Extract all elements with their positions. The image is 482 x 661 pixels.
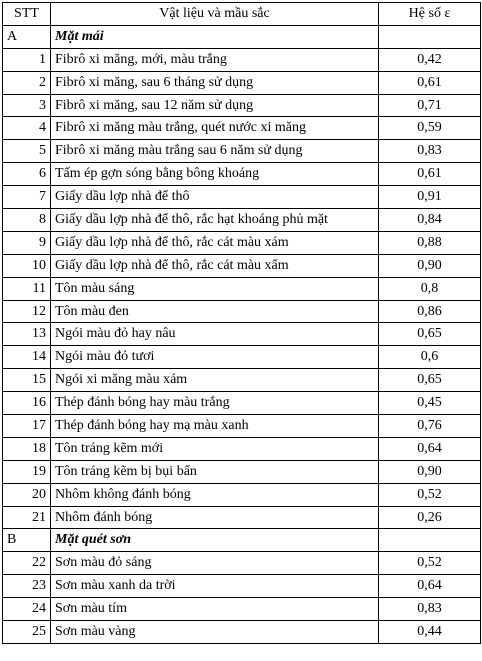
row-material: Tôn màu đen <box>51 300 379 323</box>
row-coef: 0,64 <box>379 437 481 460</box>
row-stt: 17 <box>3 415 51 438</box>
row-stt: 21 <box>3 506 51 529</box>
row-material: Giấy dầu lợp nhà để thô, rắc cát màu xẩm <box>51 254 379 277</box>
table-row <box>3 369 481 392</box>
row-material: Thép đánh bóng hay màu trắng <box>51 392 379 415</box>
row-material: Tôn tráng kẽm bị bụi bẩn <box>51 460 379 483</box>
section-title: Mặt quét sơn <box>51 529 379 552</box>
row-stt: 8 <box>3 209 51 232</box>
row-material: Sơn màu đỏ sáng <box>51 552 379 575</box>
row-stt: 24 <box>3 598 51 621</box>
table-row <box>3 163 481 186</box>
row-coef: 0,86 <box>379 300 481 323</box>
row-coef: 0,61 <box>379 71 481 94</box>
row-material: Fibrô xi măng, sau 6 tháng sử dụng <box>51 71 379 94</box>
row-coef: 0,65 <box>379 369 481 392</box>
section-empty-cell <box>379 25 481 48</box>
table-row <box>3 415 481 438</box>
row-stt: 16 <box>3 392 51 415</box>
table-row <box>3 209 481 232</box>
row-coef: 0,83 <box>379 598 481 621</box>
table-row <box>3 140 481 163</box>
table-row <box>3 117 481 140</box>
header-material: Vật liệu và mầu sắc <box>51 3 379 26</box>
row-stt: 1 <box>3 48 51 71</box>
row-stt: 22 <box>3 552 51 575</box>
row-stt: 19 <box>3 460 51 483</box>
section-id: A <box>3 25 51 48</box>
row-coef: 0,45 <box>379 392 481 415</box>
row-coef: 0,88 <box>379 231 481 254</box>
table-row <box>3 186 481 209</box>
table-row <box>3 483 481 506</box>
row-stt: 9 <box>3 231 51 254</box>
row-coef: 0,90 <box>379 254 481 277</box>
table-row <box>3 48 481 71</box>
row-coef: 0,90 <box>379 460 481 483</box>
section-empty-cell <box>379 529 481 552</box>
row-stt: 7 <box>3 186 51 209</box>
row-stt: 25 <box>3 621 51 644</box>
row-material: Tôn tráng kẽm mới <box>51 437 379 460</box>
table-row <box>3 323 481 346</box>
row-material: Sơn màu tím <box>51 598 379 621</box>
section-title: Mặt mái <box>51 25 379 48</box>
row-material: Tôn màu sáng <box>51 277 379 300</box>
row-material: Nhôm đánh bóng <box>51 506 379 529</box>
row-stt: 18 <box>3 437 51 460</box>
row-stt: 3 <box>3 94 51 117</box>
row-stt: 11 <box>3 277 51 300</box>
table-row <box>3 621 481 644</box>
table-body <box>3 25 481 643</box>
row-coef: 0,8 <box>379 277 481 300</box>
row-coef: 0,52 <box>379 483 481 506</box>
section-id: B <box>3 529 51 552</box>
row-coef: 0,61 <box>379 163 481 186</box>
table-row <box>3 254 481 277</box>
row-stt: 14 <box>3 346 51 369</box>
row-material: Fibrô xi măng, mới, màu trắng <box>51 48 379 71</box>
row-coef: 0,42 <box>379 48 481 71</box>
table-row <box>3 346 481 369</box>
row-coef: 0,44 <box>379 621 481 644</box>
row-stt: 5 <box>3 140 51 163</box>
table-row <box>3 598 481 621</box>
table-row <box>3 460 481 483</box>
row-coef: 0,84 <box>379 209 481 232</box>
row-coef: 0,6 <box>379 346 481 369</box>
row-coef: 0,52 <box>379 552 481 575</box>
table-row <box>3 300 481 323</box>
row-stt: 20 <box>3 483 51 506</box>
table-row <box>3 71 481 94</box>
table-row <box>3 437 481 460</box>
row-coef: 0,76 <box>379 415 481 438</box>
row-material: Fibrô xi măng màu trắng, quét nước xi măng <box>51 117 379 140</box>
row-material: Tấm ép gợn sóng bằng bông khoáng <box>51 163 379 186</box>
row-coef: 0,83 <box>379 140 481 163</box>
row-material: Ngói màu đỏ hay nâu <box>51 323 379 346</box>
table-row <box>3 231 481 254</box>
row-stt: 6 <box>3 163 51 186</box>
row-material: Ngói xi măng màu xám <box>51 369 379 392</box>
row-coef: 0,65 <box>379 323 481 346</box>
row-stt: 4 <box>3 117 51 140</box>
row-material: Thép đánh bóng hay mạ màu xanh <box>51 415 379 438</box>
row-stt: 15 <box>3 369 51 392</box>
row-material: Sơn màu xanh da trời <box>51 575 379 598</box>
row-coef: 0,59 <box>379 117 481 140</box>
row-material: Fibrô xi măng màu trắng sau 6 năm sử dụng <box>51 140 379 163</box>
table-row <box>3 94 481 117</box>
section-row <box>3 529 481 552</box>
table-row <box>3 277 481 300</box>
table-row <box>3 506 481 529</box>
row-coef: 0,71 <box>379 94 481 117</box>
row-stt: 12 <box>3 300 51 323</box>
row-material: Fibrô xi măng, sau 12 năm sử dụng <box>51 94 379 117</box>
row-material: Ngói màu đỏ tươi <box>51 346 379 369</box>
table-row <box>3 575 481 598</box>
row-stt: 10 <box>3 254 51 277</box>
row-material: Giấy dầu lợp nhà để thô, rắc hạt khoáng phủ mặt <box>51 209 379 232</box>
header-row <box>3 3 481 26</box>
table-row <box>3 392 481 415</box>
row-material: Giấy dầu lợp nhà để thô <box>51 186 379 209</box>
section-row <box>3 25 481 48</box>
row-coef: 0,26 <box>379 506 481 529</box>
row-material: Sơn màu vàng <box>51 621 379 644</box>
coefficient-table <box>2 2 481 644</box>
row-material: Giấy dầu lợp nhà để thô, rắc cát màu xám <box>51 231 379 254</box>
row-coef: 0,64 <box>379 575 481 598</box>
row-stt: 2 <box>3 71 51 94</box>
row-coef: 0,91 <box>379 186 481 209</box>
header-stt: STT <box>3 3 51 26</box>
row-stt: 13 <box>3 323 51 346</box>
header-coef: Hệ số ε <box>379 3 481 26</box>
table-row <box>3 552 481 575</box>
row-stt: 23 <box>3 575 51 598</box>
row-material: Nhôm không đánh bóng <box>51 483 379 506</box>
